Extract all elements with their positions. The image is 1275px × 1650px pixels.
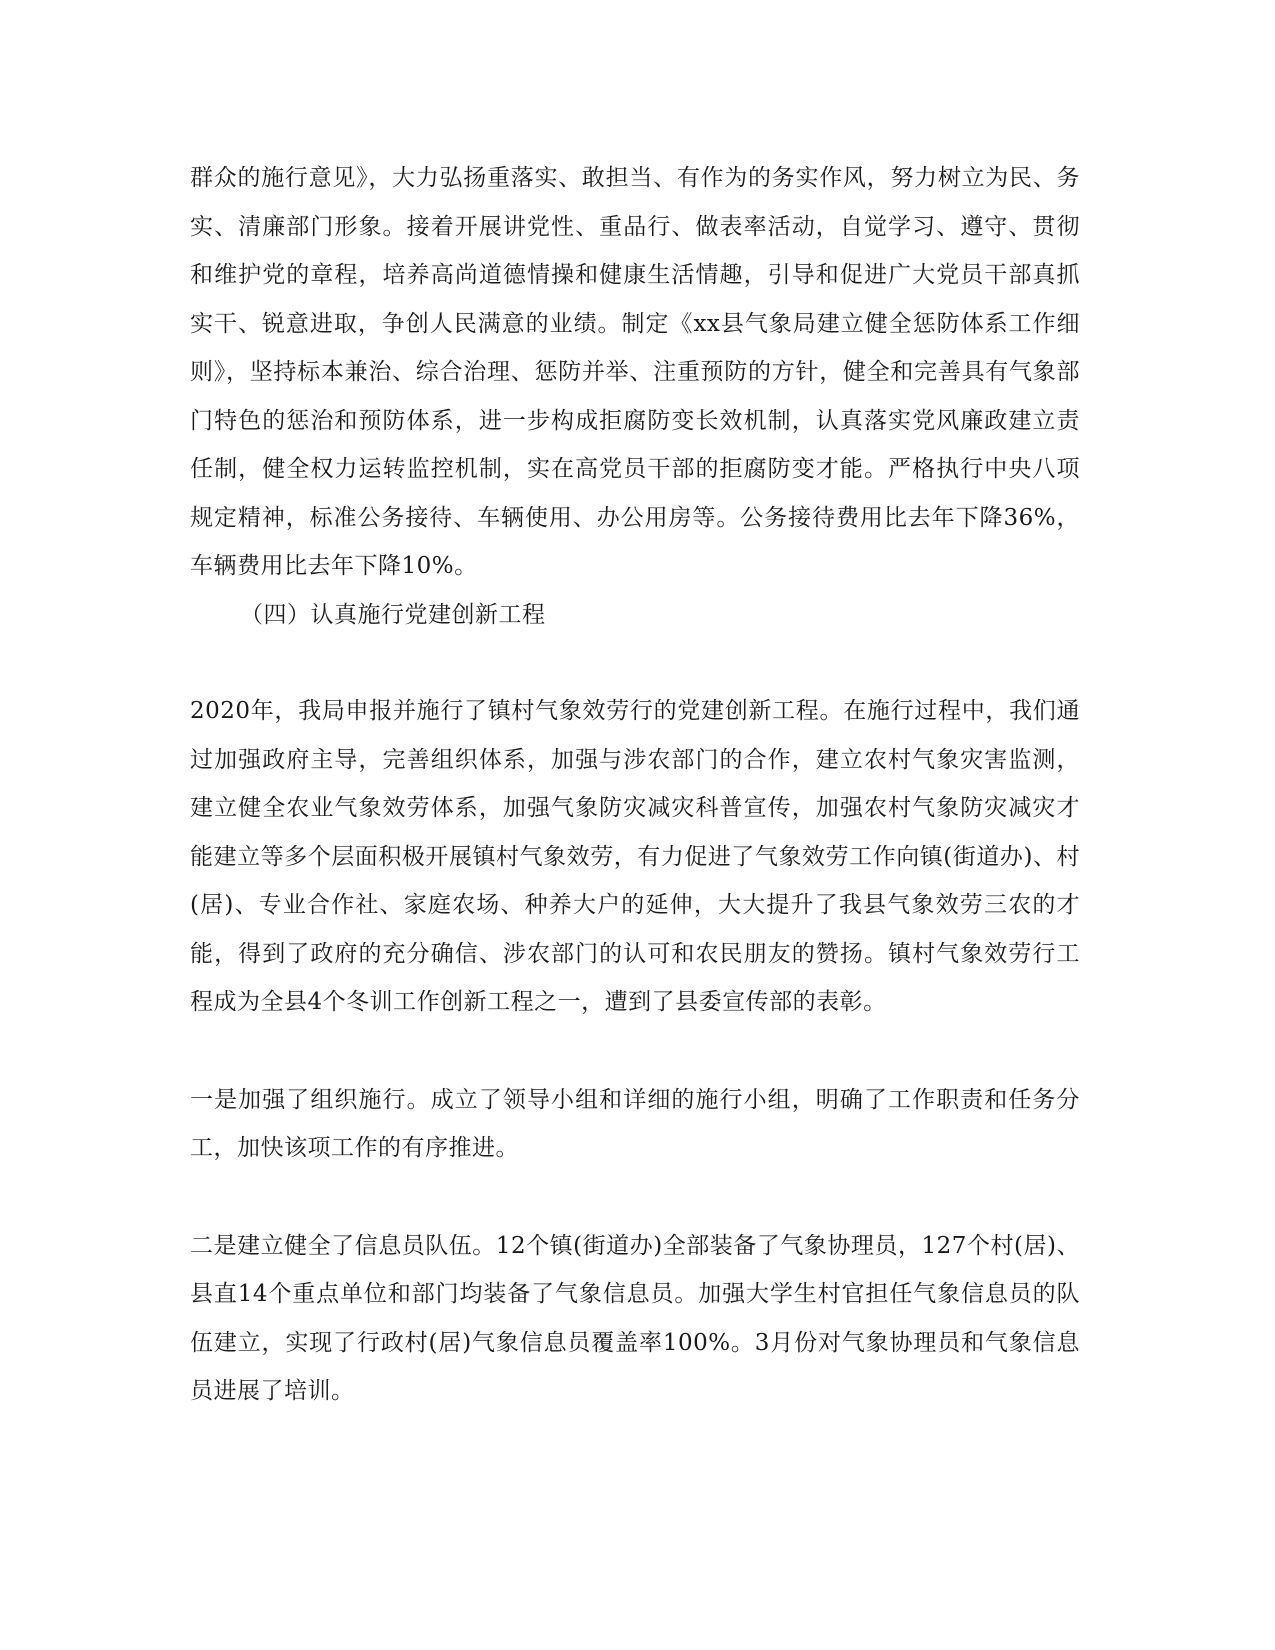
section-heading-party-innovation: （四）认真施行党建创新工程	[240, 601, 546, 628]
paragraph-innovation-project: 2020年，我局申报并施行了镇村气象效劳行的党建创新工程。在施行过程中，我们通过加强政府主导，完善组织体系，加强与涉农部门的合作，建立农村气象灾害监测，建立健全农业气象效劳体系，加强气象防灾减灾科普宣传，加强农村气象防灾减灾才能建立等多个层面积极开展镇村气象效劳，有力促进了气象效劳工作向镇(街道办)、村(居)、专业合作社、家庭农场、种养大户的延伸，大大提升了我县气象效劳三农的才能，得到了政府的充分确信、涉农部门的认可和农民朋友的赞扬。镇村气象效劳行工程成为全县4个冬训工作创新工程之一，遭到了县委宣传部的表彰。	[190, 698, 1080, 1015]
paragraph-organization: 一是加强了组织施行。成立了领导小组和详细的施行小组，明确了工作职责和任务分工，加快该项工作的有序推进。	[190, 1086, 1080, 1161]
paragraph-integrity-work: 群众的施行意见》，大力弘扬重落实、敢担当、有作为的务实作风，努力树立为民、务实、清廉部门形象。接着开展讲党性、重品行、做表率活动，自觉学习、遵守、贯彻和维护党的章程，培养高尚道德情操和健康生活情趣，引导和促进广大党员干部真抓实干、锐意进取，争创人民满意的业绩。制定《xx县气象局建立健全惩防体系工作细则》，坚持标本兼治、综合治理、惩防并举、注重预防的方针，健全和完善具有气象部门特色的惩治和预防体系，进一步构成拒腐防变长效机制，认真落实党风廉政建立责任制，健全权力运转监控机制，实在高党员干部的拒腐防变才能。严格执行中央八项规定精神，标准公务接待、车辆使用、办公用房等。公务接待费用比去年下降36%，车辆费用比去年下降10%。	[190, 165, 1080, 579]
document-body	[190, 154, 1080, 1416]
paragraph-information-staff: 二是建立健全了信息员队伍。12个镇(街道办)全部装备了气象协理员，127个村(居)、县直14个重点单位和部门均装备了气象信息员。加强大学生村官担任气象信息员的队伍建立，实现了行政村(居)气象信息员覆盖率100%。3月份对气象协理员和气象信息员进展了培训。	[190, 1232, 1080, 1404]
